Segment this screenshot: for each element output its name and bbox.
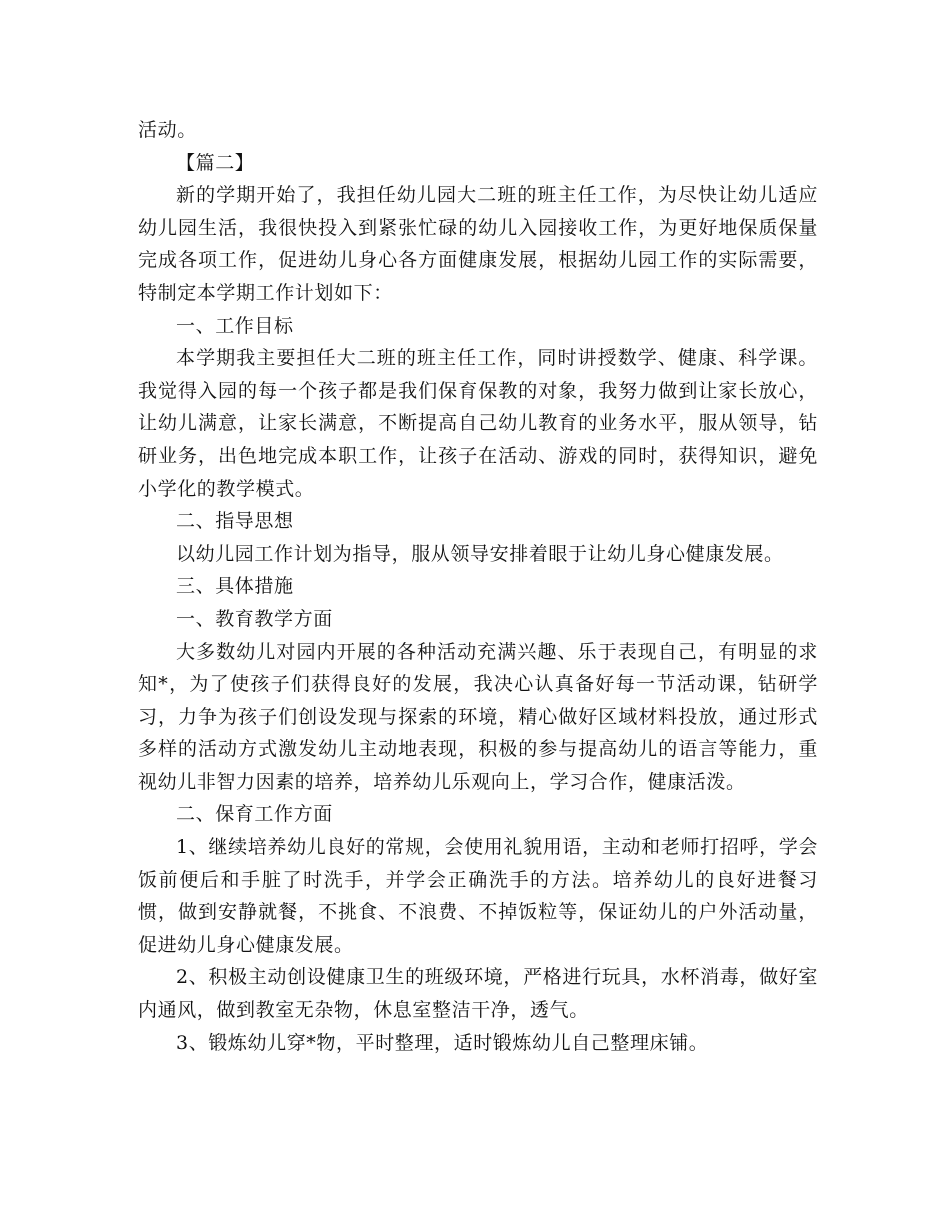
paragraph-guiding-thought: 以幼儿园工作计划为指导，服从领导安排着眼于让幼儿身心健康发展。: [176, 542, 784, 565]
paragraph-work-goals: 本学期我主要担任大二班的班主任工作，同时讲授数学、健康、科学课。我觉得入园的每一个孩子都是我们保育保教的对象，我努力做到让家长放心，让幼儿满意，让家长满意，不断提高自己幼儿教育的业务水平，服从领导，钻研业务，出色地完成本职工作，让孩子在活动、游戏的同时，获得知识，避免小学化的教学模式。: [138, 347, 818, 500]
heading-education-teaching: 一、教育教学方面: [176, 607, 333, 630]
document-body: [138, 114, 818, 1059]
heading-work-goals: 一、工作目标: [176, 314, 294, 337]
paragraph-childcare-item-1: 1、继续培养幼儿良好的常规，会使用礼貌用语，主动和老师打招呼，学会饭前便后和手脏了时洗手，并学会正确洗手的方法。培养幼儿的良好进餐习惯，做到安静就餐，不挑食、不浪费、不掉饭粒等，保证幼儿的户外活动量，促进幼儿身心健康发展。: [138, 836, 818, 956]
heading-specific-measures: 三、具体措施: [176, 575, 294, 598]
heading-childcare-work: 二、保育工作方面: [176, 803, 333, 826]
paragraph-continuation: 活动。: [138, 119, 197, 141]
paragraph-childcare-item-3: 3、锻炼幼儿穿*物，平时整理，适时锻炼幼儿自己整理床铺。: [176, 1031, 709, 1054]
paragraph-intro: 新的学期开始了，我担任幼儿园大二班的班主任工作，为尽快让幼儿适应幼儿园生活，我很快投入到紧张忙碌的幼儿入园接收工作，为更好地保质保量完成各项工作，促进幼儿身心各方面健康发展，根据幼儿园工作的实际需要，特制定本学期工作计划如下：: [138, 184, 818, 304]
paragraph-childcare-item-2: 2、积极主动创设健康卫生的班级环境，严格进行玩具，水杯消毒，做好室内通风，做到教室无杂物，休息室整洁干净，透气。: [138, 966, 818, 1022]
paragraph-education-teaching: 大多数幼儿对园内开展的各种活动充满兴趣、乐于表现自己，有明显的求知*，为了使孩子们获得良好的发展，我决心认真备好每一节活动课，钻研学习，力争为孩子们创设发现与探索的环境，精心做好区域材料投放，通过形式多样的活动方式激发幼儿主动地表现，积极的参与提高幼儿的语言等能力，重视幼儿非智力因素的培养，培养幼儿乐观向上，学习合作，健康活泼。: [138, 640, 818, 793]
heading-guiding-thought: 二、指导思想: [176, 510, 294, 533]
section-heading-part-two: 【篇二】: [176, 151, 255, 174]
